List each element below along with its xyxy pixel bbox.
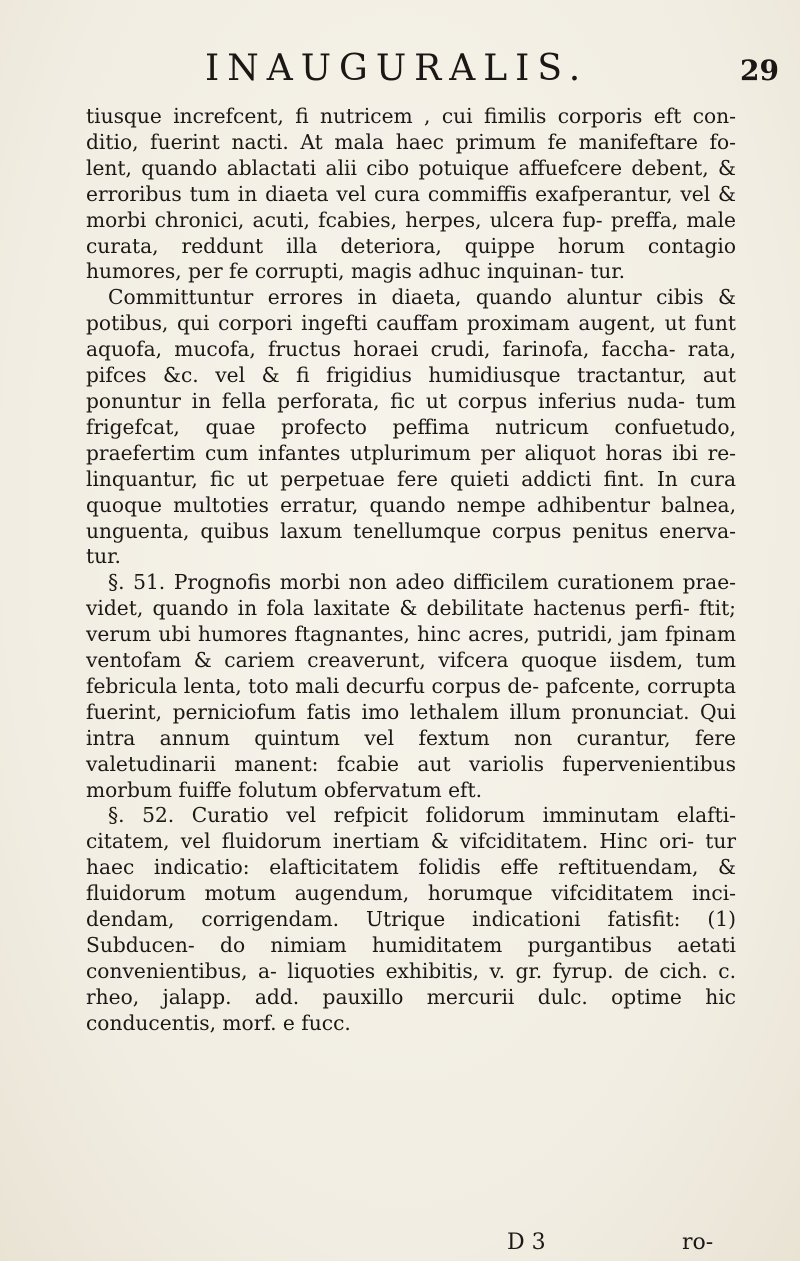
catchword: ro-: [682, 1230, 714, 1255]
paragraph-2: Committuntur errores in diaeta, quando aluntur cibis & potibus, qui corpori ingefti cauffam proximam augent, ut funt aquofa, mucofa, fructus horaei crudi, farinofa, faccha- rata, pifces &c. vel & fi frigidius humidiusque tractantur, aut ponuntur in fella perforata, fic ut corpus inferius nuda- tum frigefcat, quae profecto peffima nutricum confuetudo, praefertim cum infantes utplurimum per aliquot horas ibi re- linquantur, fic ut perpetuae fere quieti addicti fint. In cura quoque multoties erratur, quando nempe adhibentur balnea, unguenta, quibus laxum tenellumque corpus penitus enerva- tur.: [86, 285, 736, 569]
signature-mark: D 3: [507, 1230, 546, 1255]
paragraph-1: tiusque increfcent, fi nutricem , cui fimilis corporis eft con- ditio, fuerint nacti. At mala haec primum fe manifeftare fo- lent, quando ablactati alii cibo potuique affuefcere debent, & erroribus tum in diaeta vel cura commiffis exafperantur, vel & morbi chronici, acuti, fcabies, herpes, ulcera fup- preffa, male curata, reddunt illa deteriora, quippe horum contagio humores, per fe corrupti, magis adhuc inquinan- tur.: [86, 104, 736, 284]
page-number: 29: [740, 54, 779, 87]
running-head: INAUGURALIS.: [205, 48, 589, 89]
page-footer: [0, 1230, 800, 1260]
paragraph-3: §. 51. Prognofis morbi non adeo difficilem curationem prae- videt, quando in fola laxitate & debilitate hactenus perfi- ftit; verum ubi humores ftagnantes, hinc acres, putridi, jam fpinam ventofam & cariem creaverunt, vifcera quoque iisdem, tum febricula lenta, toto mali decurfu corpus de- pafcente, corrupta fuerint, perniciofum fatis imo lethalem illum pronunciat. Qui intra annum quintum vel fextum non curantur, fere valetudinarii manent: fcabie aut variolis fupervenientibus morbum fuiffe folutum obfervatum eft.: [86, 570, 736, 802]
body-text: [86, 104, 736, 1037]
page-header: [0, 44, 800, 94]
paragraph-4: §. 52. Curatio vel refpicit folidorum imminutam elafti- citatem, vel fluidorum inertiam & vifciditatem. Hinc ori- tur haec indicatio: elafticitatem folidis effe reftituendam, & fluidorum motum augendum, horumque vifciditatem inci- dendam, corrigendam. Utrique indicationi fatisfit: (1) Subducen- do nimiam humiditatem purgantibus aetati convenientibus, a- liquoties exhibitis, v. gr. fyrup. de cich. c. rheo, jalapp. add. pauxillo mercurii dulc. optime hic conducentis, morf. e fucc.: [86, 803, 736, 1035]
